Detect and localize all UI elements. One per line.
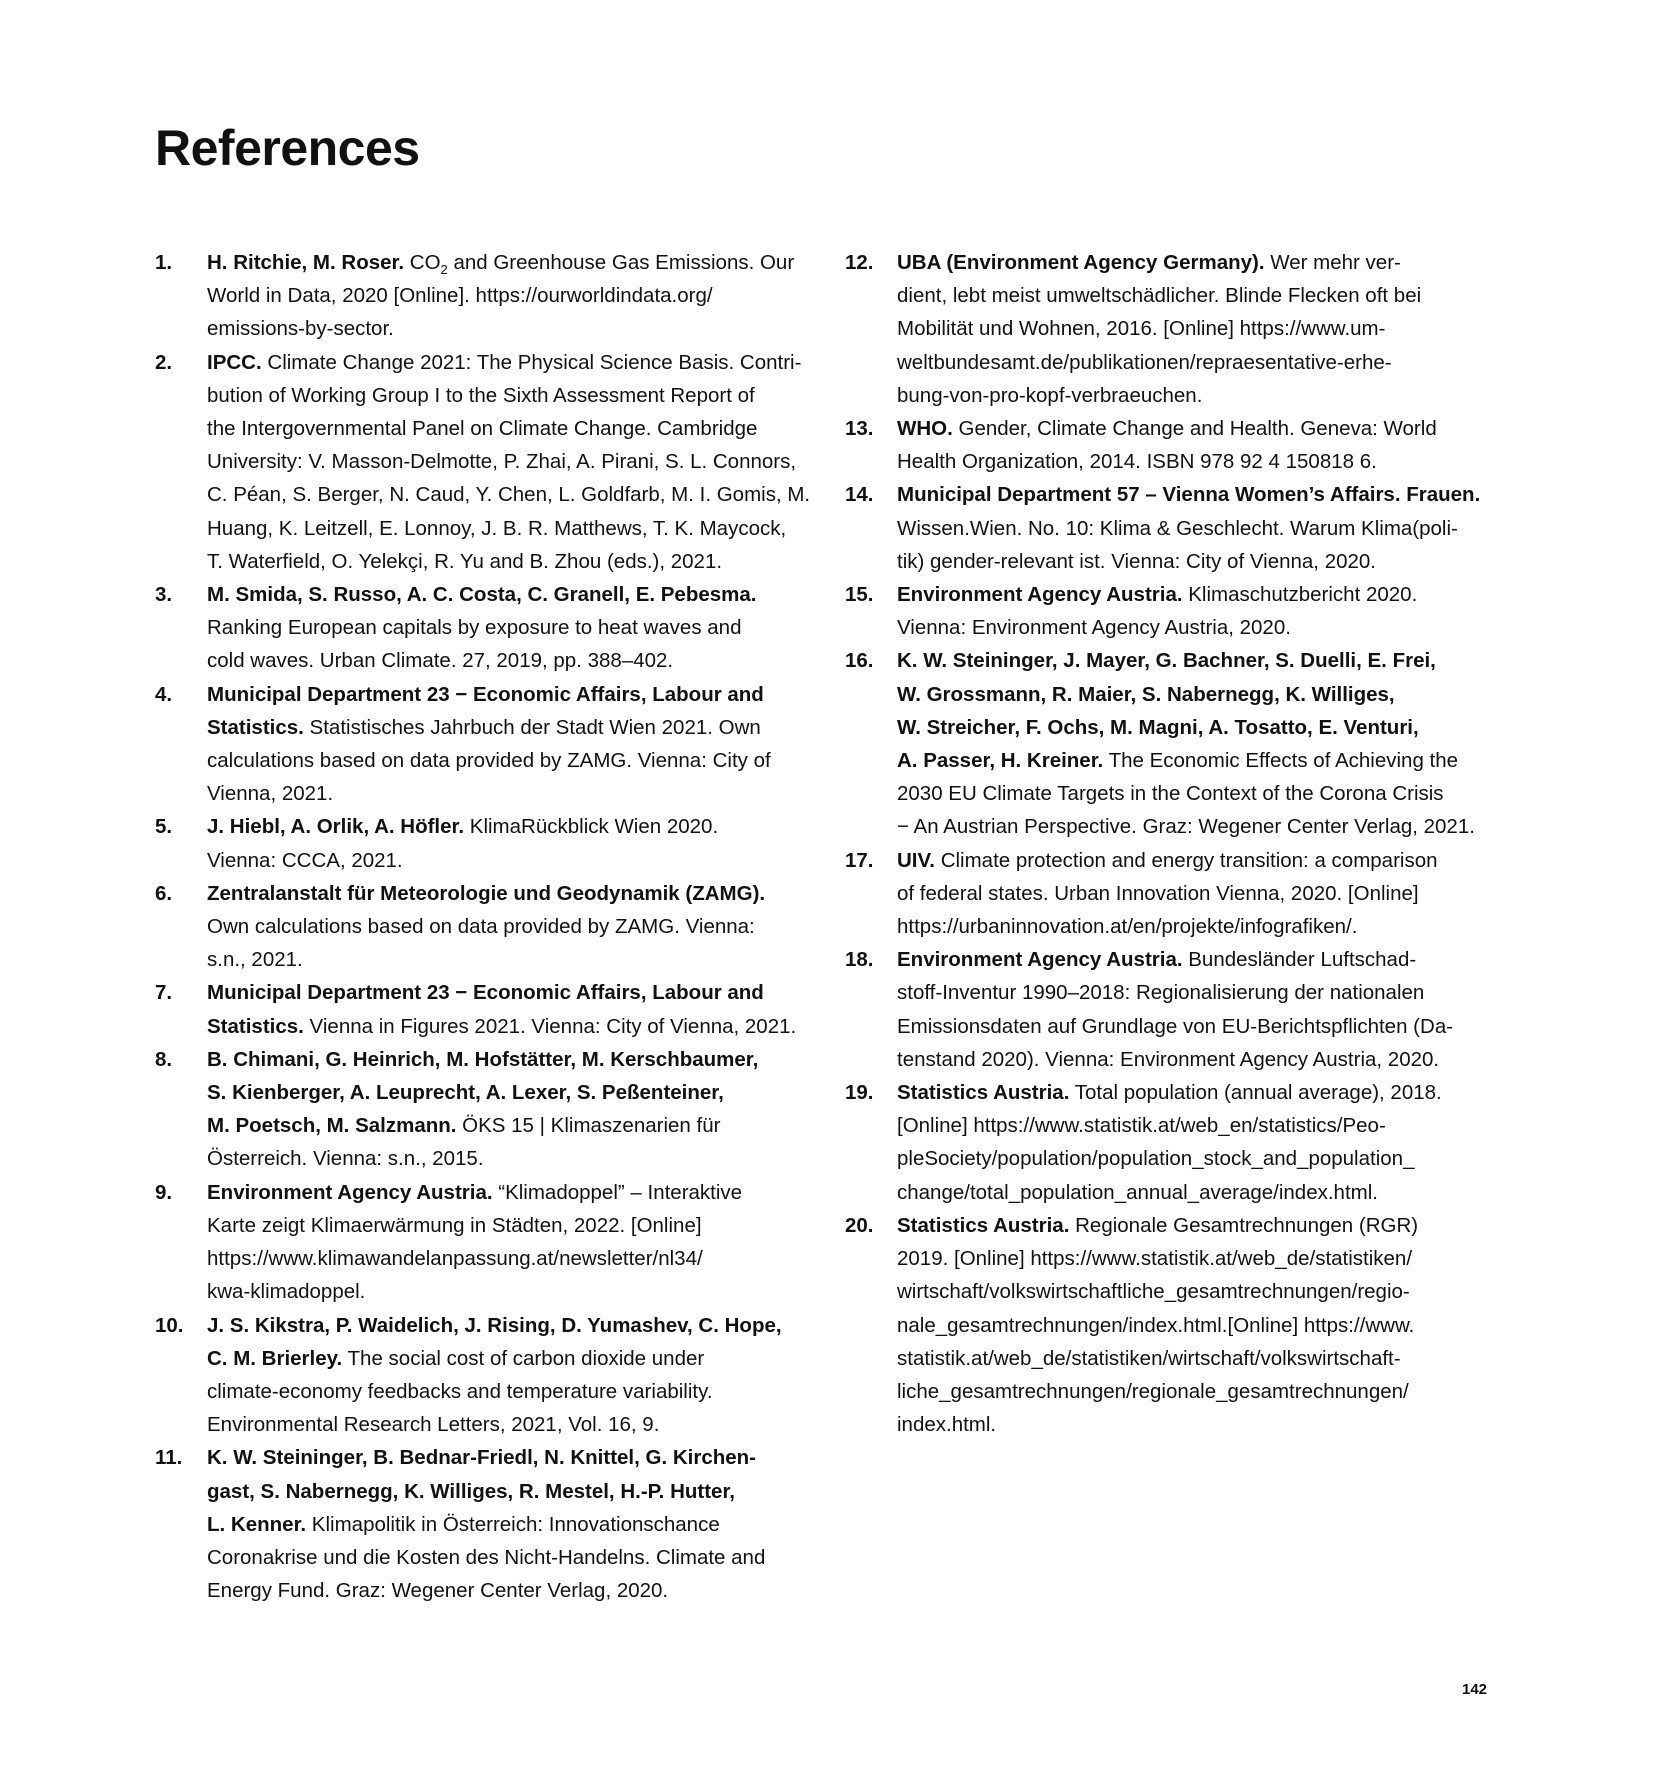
- reference-number: 1.: [155, 251, 173, 274]
- reference-text: Vienna in Figures 2021. Vienna: City of Vienna, 2021.: [303, 1014, 797, 1038]
- reference-text: The social cost of carbon dioxide under climate-economy feedbacks and temperature variability. Environmental Research Letters, 2021, Vol. 16, 9.: [207, 1346, 713, 1437]
- reference-item: [155, 1441, 823, 1607]
- reference-item: [155, 246, 823, 346]
- reference-text: ÖKS 15 | Klimaszenarien für Österreich. Vienna: s.n., 2015.: [207, 1114, 721, 1171]
- reference-authors: UIV.: [897, 848, 935, 872]
- reference-number: 15.: [845, 583, 874, 607]
- reference-text: Bundesländer Luftschad- stoff-Inventur 1990–2018: Regionalisierung der nationalen Emissionsdaten auf Grundlage von EU-Berichtspflichten (Da- tenstand 2020). Vienna: Environment Agency Austria, 2020.: [897, 948, 1454, 1071]
- reference-number: 20.: [845, 1213, 874, 1237]
- reference-number: 8.: [155, 1047, 173, 1071]
- reference-authors: K. W. Steininger, J. Mayer, G. Bachner, S. Duelli, E. Frei, W. Grossmann, R. Maier, S. Nabernegg, K. Williges, W. Streicher, F. Ochs, M. Magni, A. Tosatto, E. Venturi, A. Passer, H. Kreiner.: [897, 649, 1436, 773]
- reference-item: [845, 844, 1515, 944]
- reference-authors: Environment Agency Austria.: [207, 1180, 493, 1204]
- reference-authors: Municipal Department 23 − Economic Affairs, Labour and Statistics.: [207, 682, 764, 739]
- reference-authors: Statistics Austria.: [897, 1213, 1070, 1237]
- reference-text: Climate protection and energy transition: a comparison of federal states. Urban Innovation Vienna, 2020. [Online] https://urbaninnovation.at/en/projekte/infografiken/.: [897, 848, 1438, 939]
- reference-item: [845, 1209, 1515, 1441]
- reference-item: [845, 412, 1515, 478]
- reference-item: [155, 976, 823, 1042]
- reference-item: [845, 246, 1515, 412]
- subscript: 2: [440, 262, 448, 278]
- reference-text: Wissen.Wien. No. 10: Klima & Geschlecht. Warum Klima(poli- tik) gender-relevant ist. Vienna: City of Vienna, 2020.: [897, 516, 1458, 573]
- reference-number: 3.: [155, 583, 173, 607]
- references-right-column: [845, 246, 1515, 1441]
- reference-item: [155, 1043, 823, 1176]
- reference-number: 7.: [155, 981, 173, 1005]
- reference-item: [845, 478, 1515, 578]
- reference-item: [845, 644, 1515, 843]
- reference-text: Regionale Gesamtrechnungen (RGR) 2019. [Online] https://www.statistik.at/web_de/statistiken/ wirtschaft/volkswirtschaftliche_gesamtrechnungen/regio- nale_gesamtrechnungen/index.html.[Online] https://www. statistik.at/web_de/statistiken/wirtschaft/volkswirtschaft- liche_gesamtrechnungen/regionale_gesamtrechnungen/ index.html.: [897, 1213, 1419, 1437]
- reference-item: [155, 578, 823, 678]
- reference-text: Own calculations based on data provided by ZAMG. Vienna: s.n., 2021.: [207, 915, 755, 972]
- reference-number: 16.: [845, 649, 874, 673]
- reference-item: [155, 877, 823, 977]
- references-left-column: [155, 246, 823, 1607]
- reference-text: KlimaRückblick Wien 2020. Vienna: CCCA, 2021.: [207, 815, 719, 872]
- reference-item: [845, 578, 1515, 644]
- reference-text: Ranking European capitals by exposure to heat waves and cold waves. Urban Climate. 27, 2019, pp. 388–402.: [207, 616, 742, 673]
- reference-authors: K. W. Steininger, B. Bednar-Friedl, N. Knittel, G. Kirchen- gast, S. Nabernegg, K. Williges, R. Mestel, H.-P. Hutter, L. Kenner.: [207, 1446, 757, 1536]
- reference-authors: Municipal Department 23 − Economic Affairs, Labour and Statistics.: [207, 981, 764, 1038]
- reference-authors: B. Chimani, G. Heinrich, M. Hofstätter, M. Kerschbaumer, S. Kienberger, A. Leuprecht, A. Lexer, S. Peßenteiner, M. Poetsch, M. Salzmann.: [207, 1047, 759, 1138]
- reference-authors: H. Ritchie, M. Roser.: [207, 251, 405, 274]
- reference-item: [155, 346, 823, 578]
- reference-number: 11.: [155, 1446, 183, 1470]
- reference-number: 12.: [845, 251, 874, 274]
- reference-text: Statistisches Jahrbuch der Stadt Wien 2021. Own calculations based on data provided by ZAMG. Vienna: City of Vienna, 2021.: [207, 715, 771, 806]
- reference-authors: J. S. Kikstra, P. Waidelich, J. Rising, D. Yumashev, C. Hope, C. M. Brierley.: [207, 1313, 782, 1370]
- reference-text: and Greenhouse Gas Emissions. Our World in Data, 2020 [Online]. https://ourworldindata.org/ emissions-by-sector.: [207, 251, 795, 341]
- reference-authors: Environment Agency Austria.: [897, 948, 1183, 972]
- reference-item: [845, 1076, 1515, 1209]
- reference-authors: Zentralanstalt für Meteorologie und Geodynamik (ZAMG).: [207, 881, 766, 905]
- reference-authors: WHO.: [897, 417, 953, 441]
- reference-text: Climate Change 2021: The Physical Science Basis. Contri- bution of Working Group I to the Sixth Assessment Report of the Intergovernmental Panel on Climate Change. Cambridge University: V. Masson-Delmotte, P. Zhai, A. Pirani, S. L. Connors, C. Péan, S. Berger, N. Caud, Y. Chen, L. Goldfarb, M. I. Gomis, M. Huang, K. Leitzell, E. Lonnoy, J. B. R. Matthews, T. K. Maycock, T. Waterfield, O. Yelekçi, R. Yu and B. Zhou (eds.), 2021.: [207, 350, 811, 573]
- reference-text: “Klimadoppel” – Interaktive Karte zeigt Klimaerwärmung in Städten, 2022. [Online] https://www.klimawandelanpassung.at/newsletter/nl34/ kwa-klimadoppel.: [207, 1180, 743, 1304]
- page-title: References: [155, 120, 420, 176]
- reference-authors: M. Smida, S. Russo, A. C. Costa, C. Granell, E. Pebesma.: [207, 583, 757, 607]
- reference-number: 13.: [845, 417, 874, 441]
- reference-text: Klimaschutzbericht 2020. Vienna: Environment Agency Austria, 2020.: [897, 583, 1418, 640]
- reference-authors: Environment Agency Austria.: [897, 583, 1183, 607]
- reference-text: Wer mehr ver- dient, lebt meist umweltschädlicher. Blinde Flecken oft bei Mobilität und Wohnen, 2016. [Online] https://www.um- weltbundesamt.de/publikationen/repraesentative-erhe- bung-von-pro-kopf-verbraeuchen.: [897, 251, 1422, 407]
- page-number: 142: [1462, 1681, 1488, 1698]
- reference-item: [155, 810, 823, 876]
- reference-text: Klimapolitik in Österreich: Innovationschance Coronakrise und die Kosten des Nicht-Handelns. Climate and Energy Fund. Graz: Wegener Center Verlag, 2020.: [207, 1512, 766, 1603]
- reference-item: [155, 1309, 823, 1442]
- reference-number: 17.: [845, 848, 874, 872]
- reference-number: 6.: [155, 881, 173, 905]
- reference-number: 18.: [845, 948, 874, 972]
- reference-item: [155, 678, 823, 811]
- reference-authors: J. Hiebl, A. Orlik, A. Höfler.: [207, 815, 465, 839]
- reference-number: 10.: [155, 1313, 184, 1337]
- reference-item: [845, 943, 1515, 1076]
- reference-authors: IPCC.: [207, 350, 262, 374]
- reference-authors: UBA (Environment Agency Germany).: [897, 251, 1265, 274]
- reference-text: CO: [404, 251, 441, 274]
- reference-item: [155, 1176, 823, 1309]
- reference-number: 9.: [155, 1180, 173, 1204]
- reference-number: 4.: [155, 682, 173, 706]
- reference-text: The Economic Effects of Achieving the 2030 EU Climate Targets in the Context of the Corona Crisis − An Austrian Perspective. Graz: Wegener Center Verlag, 2021.: [897, 749, 1475, 839]
- reference-text: Total population (annual average), 2018. [Online] https://www.statistik.at/web_en/statistics/Peo- pleSociety/population/population_stock_and_population_ change/total_population_annual_average/index.html.: [897, 1081, 1442, 1204]
- reference-number: 5.: [155, 815, 173, 839]
- reference-text: Gender, Climate Change and Health. Geneva: World Health Organization, 2014. ISBN 978 92 4 150818 6.: [897, 417, 1437, 474]
- reference-number: 14.: [845, 483, 874, 507]
- reference-number: 19.: [845, 1081, 874, 1105]
- reference-number: 2.: [155, 350, 173, 374]
- reference-authors: Municipal Department 57 – Vienna Women’s Affairs. Frauen.: [897, 483, 1481, 507]
- reference-authors: Statistics Austria.: [897, 1081, 1070, 1105]
